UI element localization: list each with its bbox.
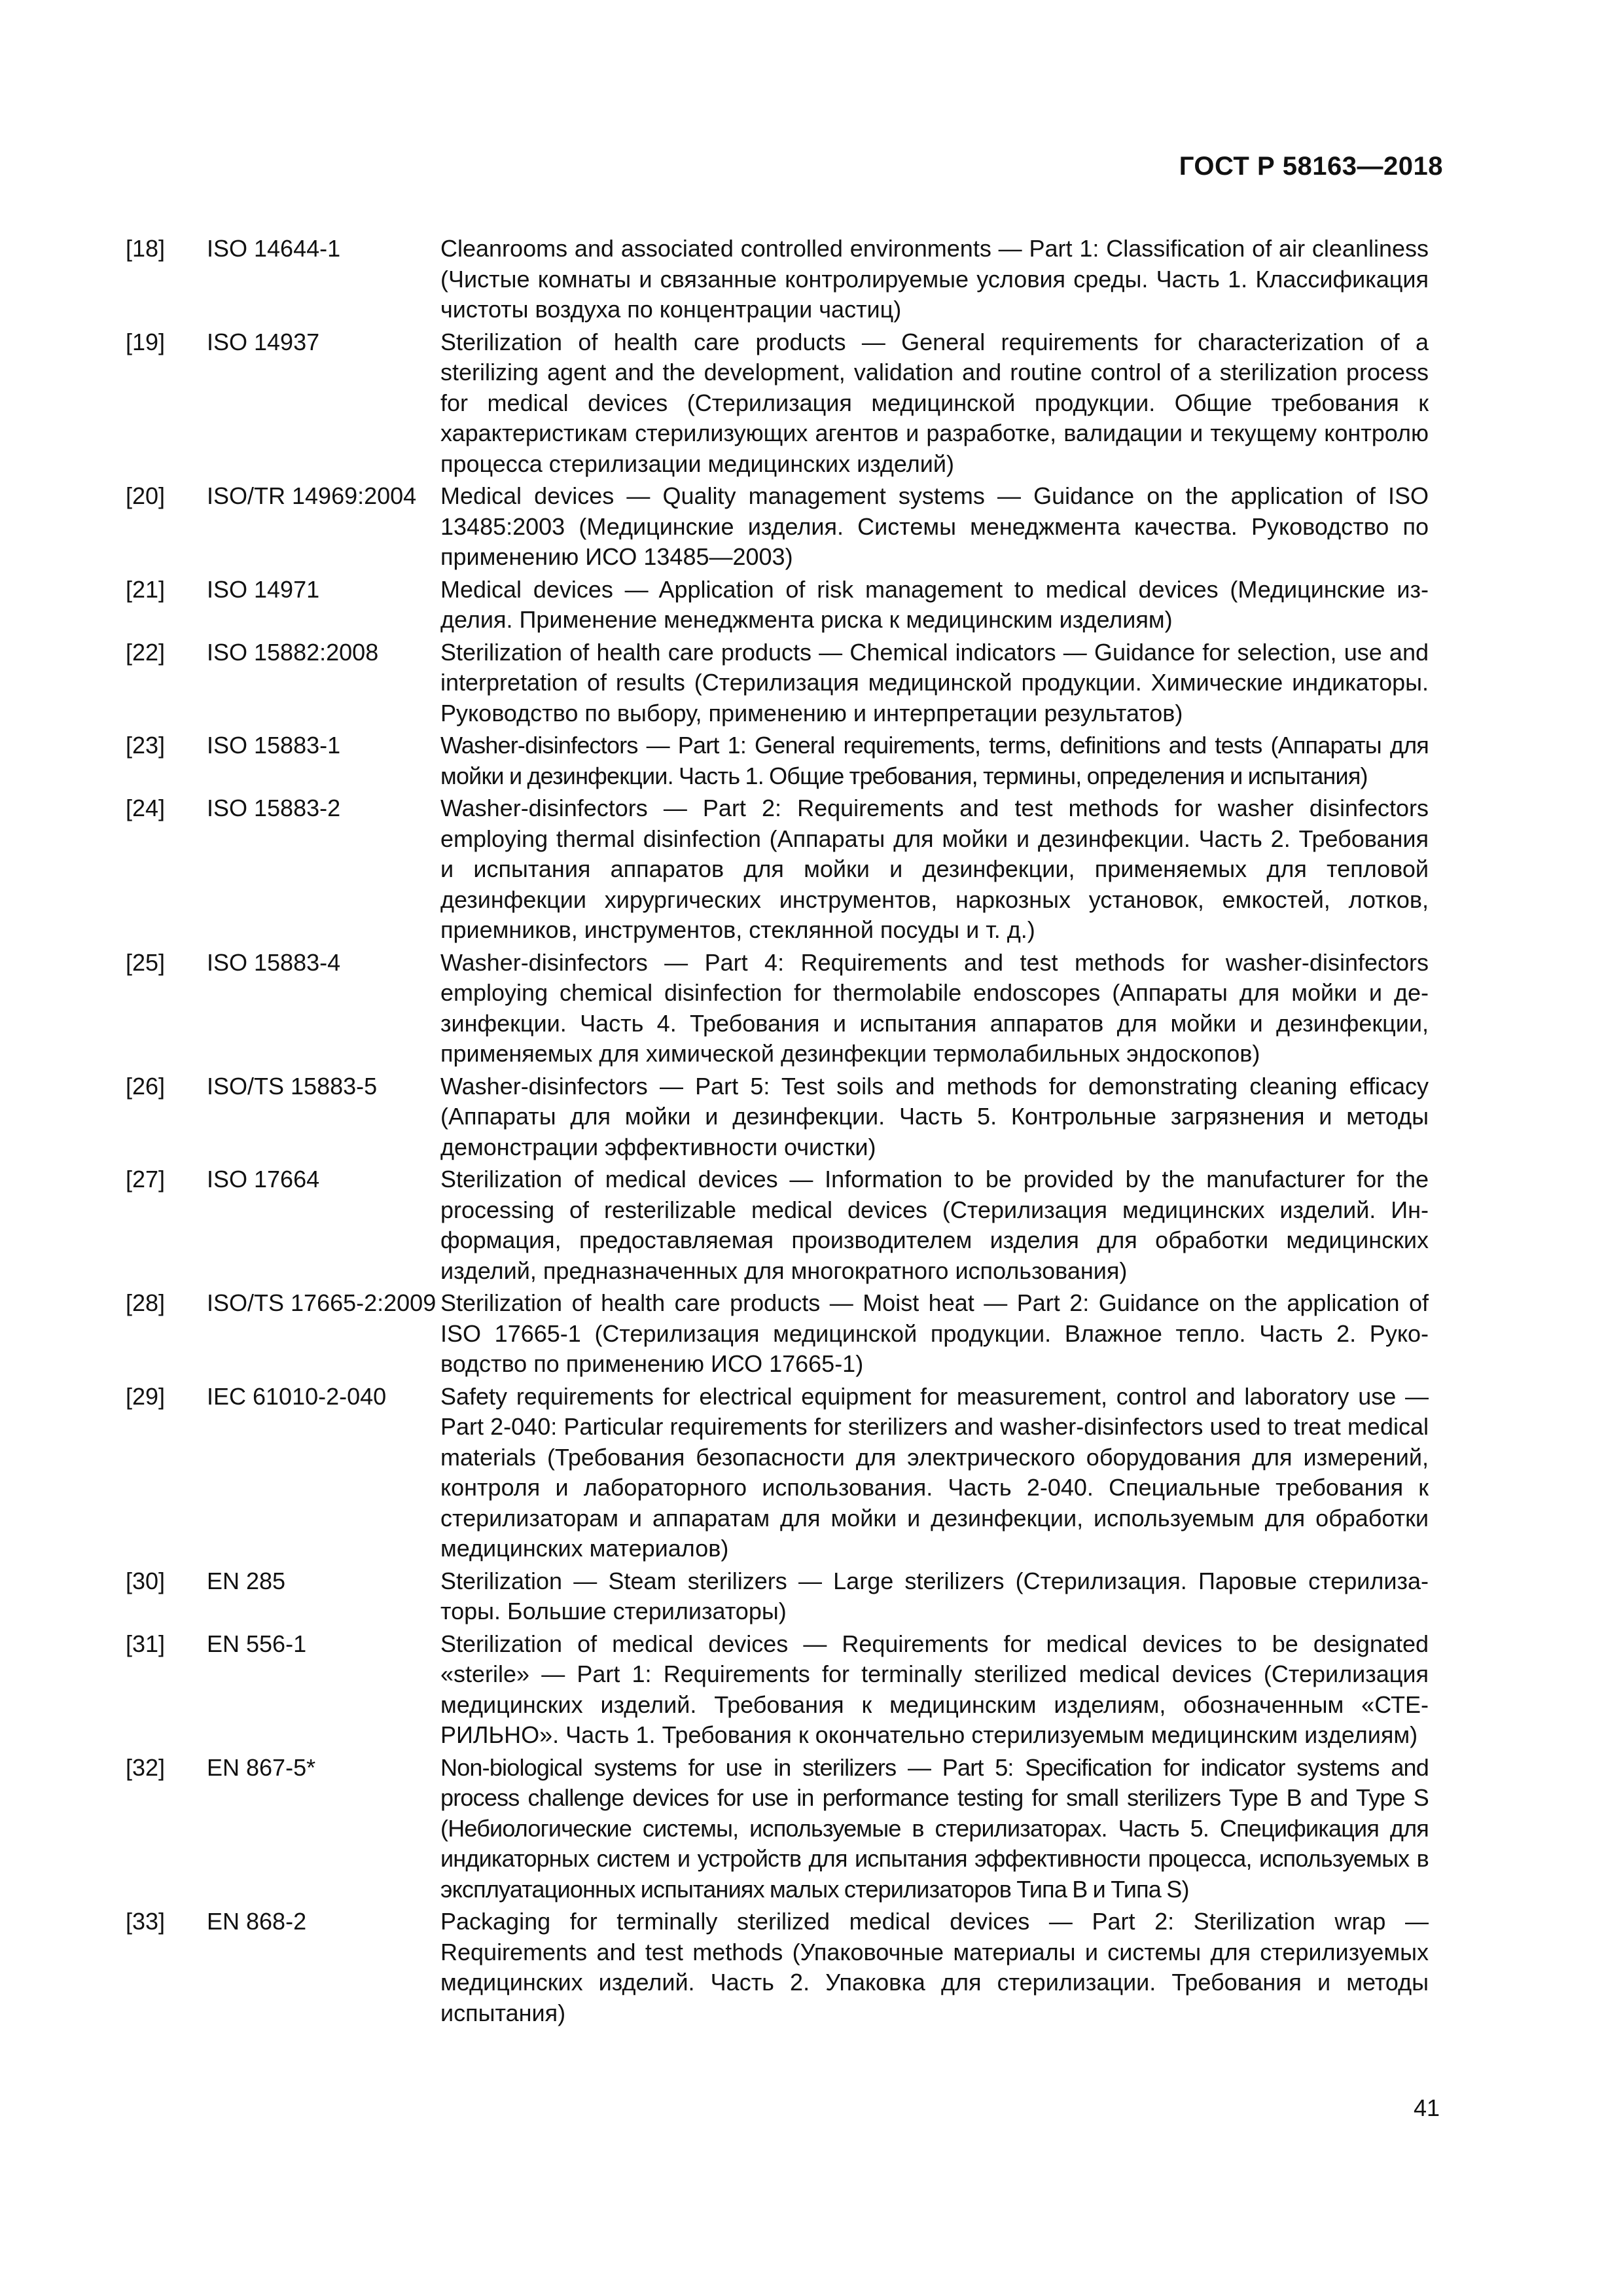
reference-text: Medical devices — Application of risk management to medical devices (Медицинские изделия. Применение менеджмента риска к медицинским изделиям) xyxy=(440,575,1429,633)
reference-entry xyxy=(126,730,1448,791)
reference-number: [31] xyxy=(126,1630,166,1657)
reference-code: ISO 15882:2008 xyxy=(207,638,379,666)
reference-number: [19] xyxy=(126,328,166,355)
reference-code: EN 867-5* xyxy=(207,1753,316,1781)
reference-number: [32] xyxy=(126,1753,166,1781)
reference-entry xyxy=(126,1164,1448,1286)
reference-number: [20] xyxy=(126,482,166,509)
reference-text: Sterilization of health care products — Moist heat — Part 2: Guidance on the application of ISO 17665-1 (Стерилизация медицинской продукции. Влажное тепло. Часть 2. Руководство по применению ИСО 17665-1) xyxy=(440,1289,1429,1377)
reference-number: [21] xyxy=(126,575,166,603)
page-number: 41 xyxy=(1413,2094,1440,2121)
document-header: ГОСТ Р 58163—2018 xyxy=(1179,152,1443,181)
reference-text: Washer-disinfectors — Part 2: Requirements and test methods for washer disinfectors employing thermal disinfection (Аппараты для мойки и дезинфекции. Часть 2. Требования и испытания аппаратов для мойки и дезинфекции, применяемых для тепловой дезинфекции хирургических инструментов, наркозных установок, емкостей, лотков, приемников, инструментов, стеклянной посуды и т. д.) xyxy=(440,795,1429,943)
reference-entry xyxy=(126,481,1448,573)
reference-code: EN 285 xyxy=(207,1567,286,1594)
reference-text: Washer-disinfectors — Part 1: General requirements, terms, definitions and tests (Аппараты для мойки и дезинфекции. Часть 1. Общие требования, термины, определения и испытания) xyxy=(440,732,1429,789)
reference-entry xyxy=(126,637,1448,729)
reference-entry xyxy=(126,1629,1448,1751)
reference-code: ISO 15883-2 xyxy=(207,795,341,821)
reference-text: Sterilization of medical devices — Requirements for medical devices to be designated «sterile» — Part 1: Requirements for terminally sterilized medical devices (Стерилизация медицинских изделий. Требования к медицинским изделиям, обозначенным «СТЕРИЛЬНО». Часть 1. Требования к окончательно стерилизуемым медицинским изделиям) xyxy=(440,1630,1429,1748)
reference-number: [22] xyxy=(126,638,166,666)
reference-entry xyxy=(126,1382,1448,1564)
reference-entry xyxy=(126,1753,1448,1905)
reference-number: [30] xyxy=(126,1567,166,1594)
reference-text: Washer-disinfectors — Part 4: Requirements and test methods for washer-disinfectors employing chemical disinfection for thermolabile endoscopes (Аппараты для мойки и дезинфекции. Часть 4. Требования и испытания аппаратов для мойки и дезинфекции, применяемых для химической дезинфекции термолабильных эндоскопов) xyxy=(440,948,1429,1067)
reference-entry xyxy=(126,793,1448,946)
reference-code: ISO 14644-1 xyxy=(207,235,341,262)
reference-number: [27] xyxy=(126,1166,166,1193)
reference-text: Sterilization — Steam sterilizers — Large sterilizers (Стерилизация. Паровые стерилизаторы. Большие стерилизаторы) xyxy=(440,1567,1429,1624)
reference-code: ISO 14937 xyxy=(207,328,320,355)
reference-text: Sterilization of health care products — General requirements for characterization of a sterilizing agent and the development, validation and routine control of a sterilization process for medical devices (Стерилизация медицинской продукции. Общие требования к характеристикам стерилизующих агентов и разработке, валидации и текущему контролю процесса стерилизации медицинских изделий) xyxy=(440,328,1429,477)
reference-code: ISO 17664 xyxy=(207,1166,320,1193)
reference-number: [25] xyxy=(126,948,166,976)
reference-text: Medical devices — Quality management systems — Guidance on the application of ISO 13485:2003 (Медицинские изделия. Системы менеджмента качества. Руководство по применению ИСО 13485—2003) xyxy=(440,482,1429,570)
reference-text: Sterilization of medical devices — Information to be provided by the manufacturer for the processing of resterilizable medical devices (Стерилизация медицинских изделий. Информация, предоставляемая производителем изделия для обработки медицинских изделий, предназначенных для многократного использования) xyxy=(440,1166,1429,1284)
reference-entry xyxy=(126,234,1448,325)
reference-text: Cleanrooms and associated controlled environments — Part 1: Classification of air cleanliness (Чистые комнаты и связанные контролируемые условия среды. Часть 1. Классификация чистоты воздуха по концентрации частиц) xyxy=(440,235,1429,323)
reference-entry xyxy=(126,1288,1448,1380)
reference-entry xyxy=(126,948,1448,1069)
reference-code: ISO/TR 14969:2004 xyxy=(207,482,417,509)
reference-text: Packaging for terminally sterilized medical devices — Part 2: Sterilization wrap — Requirements and test methods (Упаковочные материалы и системы для стерилизуемых медицинских изделий. Часть 2. Упаковка для стерилизации. Требования и методы испытания) xyxy=(440,1908,1429,2026)
reference-code: ISO 15883-4 xyxy=(207,948,341,976)
reference-code: ISO 14971 xyxy=(207,575,320,603)
reference-entry xyxy=(126,1071,1448,1163)
reference-entry xyxy=(126,575,1448,636)
reference-number: [28] xyxy=(126,1289,166,1316)
reference-number: [26] xyxy=(126,1072,166,1100)
reference-number: [29] xyxy=(126,1382,166,1410)
reference-number: [18] xyxy=(126,235,166,262)
reference-text: Sterilization of health care products — Chemical indicators — Guidance for selection, use and interpretation of results (Стерилизация медицинской продукции. Химические индикаторы. Руководство по выбору, применению и интерпретации результатов) xyxy=(440,638,1429,726)
bibliography-list xyxy=(126,234,1448,2030)
reference-code: EN 556-1 xyxy=(207,1630,307,1657)
reference-text: Non-biological systems for use in sterilizers — Part 5: Specification for indicator systems and process challenge devices for use in performance testing for small sterilizers Type B and Type S (Небиологические системы, используемые в стерилизаторах. Часть 5. Спецификация для индикаторных систем и устройств для испытания эффективности процесса, используемых в эксплуатационных испытаниях малых стерилизаторов Типа В и Типа S) xyxy=(440,1753,1429,1903)
reference-entry xyxy=(126,1566,1448,1627)
reference-code: EN 868-2 xyxy=(207,1908,307,1935)
reference-code: ISO/TS 15883-5 xyxy=(207,1072,378,1100)
reference-entry xyxy=(126,1907,1448,2028)
reference-code: IEC 61010-2-040 xyxy=(207,1382,387,1410)
reference-entry xyxy=(126,327,1448,480)
reference-number: [33] xyxy=(126,1908,166,1935)
reference-code: ISO/TS 17665-2:2009 xyxy=(207,1289,437,1316)
reference-text: Safety requirements for electrical equipment for measurement, control and laboratory use — Part 2-040: Particular requirements for sterilizers and washer-disinfectors used to treat medical materials (Требования безопасности для электрического оборудования для измерений, контроля и лабораторного использования. Часть 2-040. Специальные требования к стерилизаторам и аппаратам для мойки и дезинфекции, используемым для обработки медицинских материалов) xyxy=(440,1382,1429,1562)
reference-number: [24] xyxy=(126,795,166,821)
reference-text: Washer-disinfectors — Part 5: Test soils and methods for demonstrating cleaning efficacy (Аппараты для мойки и дезинфекции. Часть 5. Контрольные загрязнения и методы демонстрации эффективности очистки) xyxy=(440,1072,1429,1160)
reference-code: ISO 15883-1 xyxy=(207,732,341,759)
reference-number: [23] xyxy=(126,732,166,759)
